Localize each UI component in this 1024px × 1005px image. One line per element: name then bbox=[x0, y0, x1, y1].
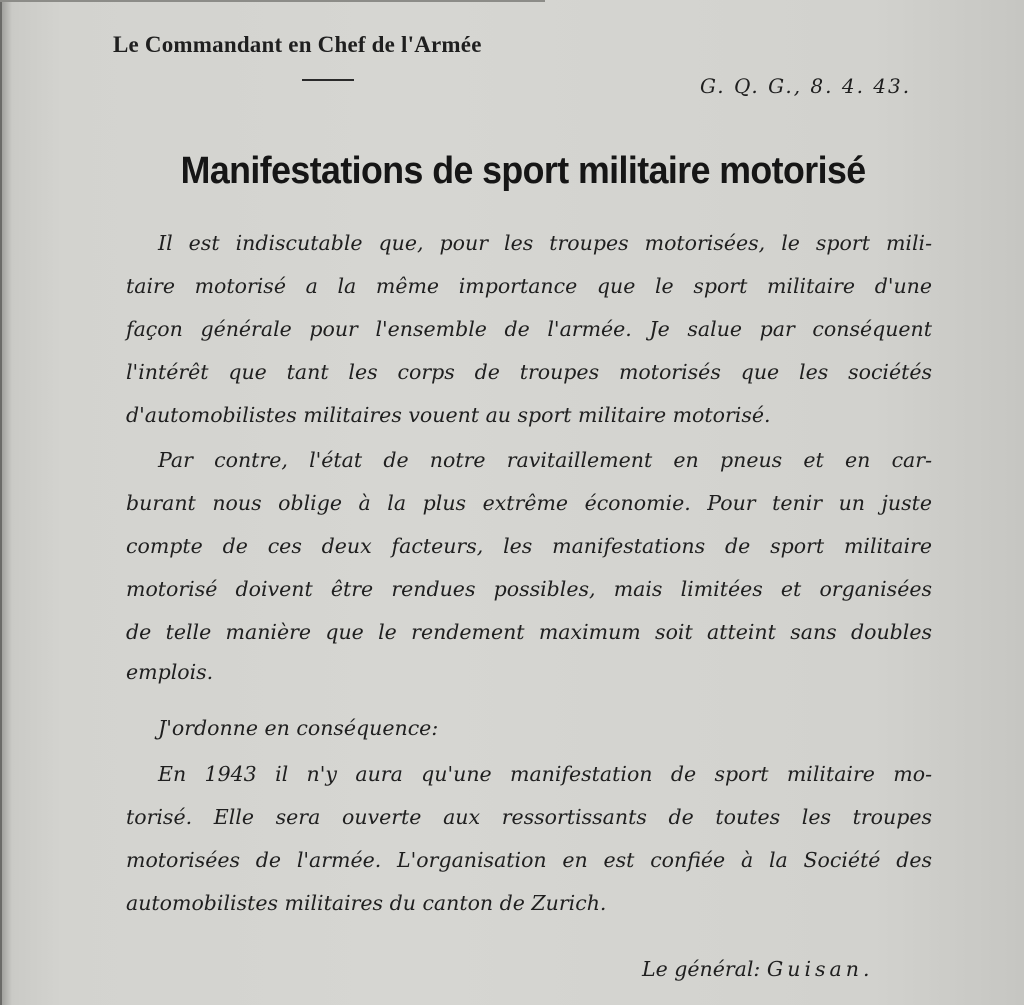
date-line: G. Q. G., 8. 4. 43. bbox=[700, 74, 912, 98]
body-line: Il est indiscutable que, pour les troupes motorisées, le sport mili- bbox=[158, 231, 932, 255]
signature-name: Guisan. bbox=[766, 957, 874, 981]
body-line: motorisées de l'armée. L'organisation en est confiée à la Société des bbox=[126, 848, 932, 872]
body-line: motorisé doivent être rendues possibles, mais limitées et organisées bbox=[126, 577, 932, 601]
body-line: En 1943 il n'y aura qu'une manifestation de sport militaire mo- bbox=[158, 762, 932, 786]
body-line: automobilistes militaires du canton de Zurich. bbox=[126, 891, 607, 915]
body-line: façon générale pour l'ensemble de l'armée. Je salue par conséquent bbox=[126, 317, 932, 341]
letterhead: Le Commandant en Chef de l'Armée bbox=[113, 32, 482, 57]
body-line: J'ordonne en conséquence: bbox=[158, 716, 439, 740]
body-line: taire motorisé a la même importance que le sport militaire d'une bbox=[126, 274, 932, 298]
signature-label: Le général: bbox=[642, 957, 761, 981]
body-line: l'intérêt que tant les corps de troupes motorisés que les sociétés bbox=[126, 360, 932, 384]
body-line: burant nous oblige à la plus extrême économie. Pour tenir un juste bbox=[126, 491, 932, 515]
page-top-edge bbox=[0, 0, 545, 2]
body-line: compte de ces deux facteurs, les manifestations de sport militaire bbox=[126, 534, 932, 558]
body-line: emplois. bbox=[126, 660, 214, 684]
spine-shadow bbox=[2, 0, 12, 1005]
document-title: Manifestations de sport militaire motorisé bbox=[180, 150, 866, 192]
body-line: Par contre, l'état de notre ravitaillement en pneus et en car- bbox=[158, 448, 932, 472]
signature bbox=[642, 957, 873, 981]
body-line: de telle manière que le rendement maximum soit atteint sans doubles bbox=[126, 620, 932, 644]
body-line: d'automobilistes militaires vouent au sport militaire motorisé. bbox=[126, 403, 771, 427]
letterhead-rule bbox=[302, 79, 354, 81]
body-line: torisé. Elle sera ouverte aux ressortissants de toutes les troupes bbox=[126, 805, 932, 829]
